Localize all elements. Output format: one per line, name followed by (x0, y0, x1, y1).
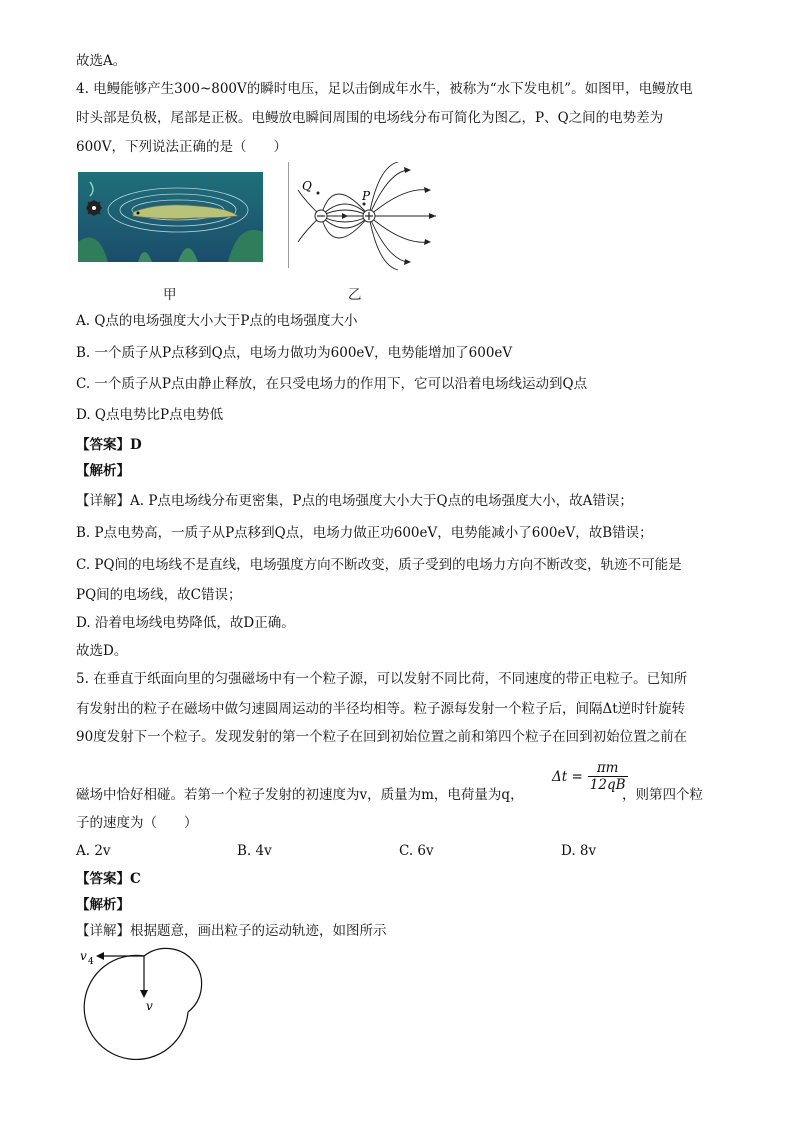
option-5-B: B. 4v (237, 843, 272, 859)
figure-caption-jia: 甲 (163, 287, 177, 303)
option-5-A: A. 2v (76, 843, 111, 859)
option-B: B. 一个质子从P点移到Q点，电场力做功为600eV，电势能增加了600eV (76, 345, 513, 361)
question-5-line-3: 90度发射下一个粒子。发现发射的第一个粒子在回到初始位置之前和第四个粒子在回到初始位置之前在 (76, 729, 688, 745)
answer-4: 【答案】D (76, 437, 142, 453)
detail-4-B: B. P点电势高，一质子从P点移到Q点，电场力做正功600eV，电势能减小了600eV，故B错误； (76, 525, 653, 541)
analysis-5-heading: 【解析】 (76, 897, 130, 913)
question-4-line-3: 600V，下列说法正确的是（ ） (76, 139, 288, 155)
eel-illustration (78, 172, 263, 262)
detail-4-A: 【详解】A. P点电场线分布更密集，P点的电场强度大小大于Q点的电场强度大小，故A错误； (76, 493, 633, 509)
question-5-line-4-text: 磁场中恰好相碰。若第一个粒子发射的初速度为v，质量为m，电荷量为q， (76, 787, 524, 803)
label-v: v (146, 999, 153, 1013)
formula-numerator: πm (596, 760, 619, 776)
option-5-C: C. 6v (399, 843, 434, 859)
option-D: D. Q点电势比P点电势低 (76, 407, 224, 423)
delta-t-formula (552, 760, 629, 793)
field-lines-diagram (288, 162, 438, 272)
detail-4-D: D. 沿着电场线电势降低，故D正确。 (76, 615, 295, 631)
question-4-line-2: 时头部是负极，尾部是正极。电鳗放电瞬间周围的电场线分布可简化为图乙，P、Q之间的电势差为 (76, 110, 664, 126)
selection-4: 故选D。 (76, 643, 128, 659)
formula-lhs: Δt = (552, 768, 583, 785)
detail-4-C-cont: PQ间的电场线，故C错误； (76, 587, 242, 603)
question-5-line-5: 子的速度为（ ） (76, 815, 198, 831)
label-Q: Q (302, 179, 312, 193)
trajectory-diagram (76, 946, 206, 1061)
question-4-line-1: 4. 电鳗能够产生300~800V的瞬时电压，足以击倒成年水牛，被称为“水下发电机”。如图甲，电鳗放电 (76, 81, 693, 97)
option-A: A. Q点的电场强度大小大于P点的电场强度大小 (76, 313, 358, 329)
question-5-line-4-tail: ，则第四个粒 (622, 787, 703, 803)
label-v4: v (80, 949, 87, 963)
figure-caption-yi: 乙 (348, 287, 362, 303)
detail-4-C: C. PQ间的电场线不是直线，电场强度方向不断改变，质子受到的电场力方向不断改变，轨迹不可能是 (76, 557, 682, 573)
formula-denominator: 12qB (589, 777, 626, 793)
detail-5: 【详解】根据题意，画出粒子的运动轨迹，如图所示 (76, 923, 387, 939)
text-line: 故选A。 (76, 53, 127, 69)
label-P: P (362, 189, 371, 203)
option-5-D: D. 8v (561, 843, 597, 859)
label-v4-subscript: 4 (88, 957, 94, 967)
answer-5: 【答案】C (76, 871, 141, 887)
question-5-line-1: 5. 在垂直于纸面向里的匀强磁场中有一个粒子源，可以发射不同比荷，不同速度的带正电粒子。已知所 (76, 671, 688, 687)
question-5-line-4 (76, 786, 524, 804)
analysis-4-heading: 【解析】 (76, 463, 130, 479)
option-C: C. 一个质子从P点由静止释放，在只受电场力的作用下，它可以沿着电场线运动到Q点 (76, 376, 588, 392)
question-5-line-2: 有发射出的粒子在磁场中做匀速圆周运动的半径均相等。粒子源每发射一个粒子后，间隔Δt逆时针旋转 (76, 701, 686, 717)
